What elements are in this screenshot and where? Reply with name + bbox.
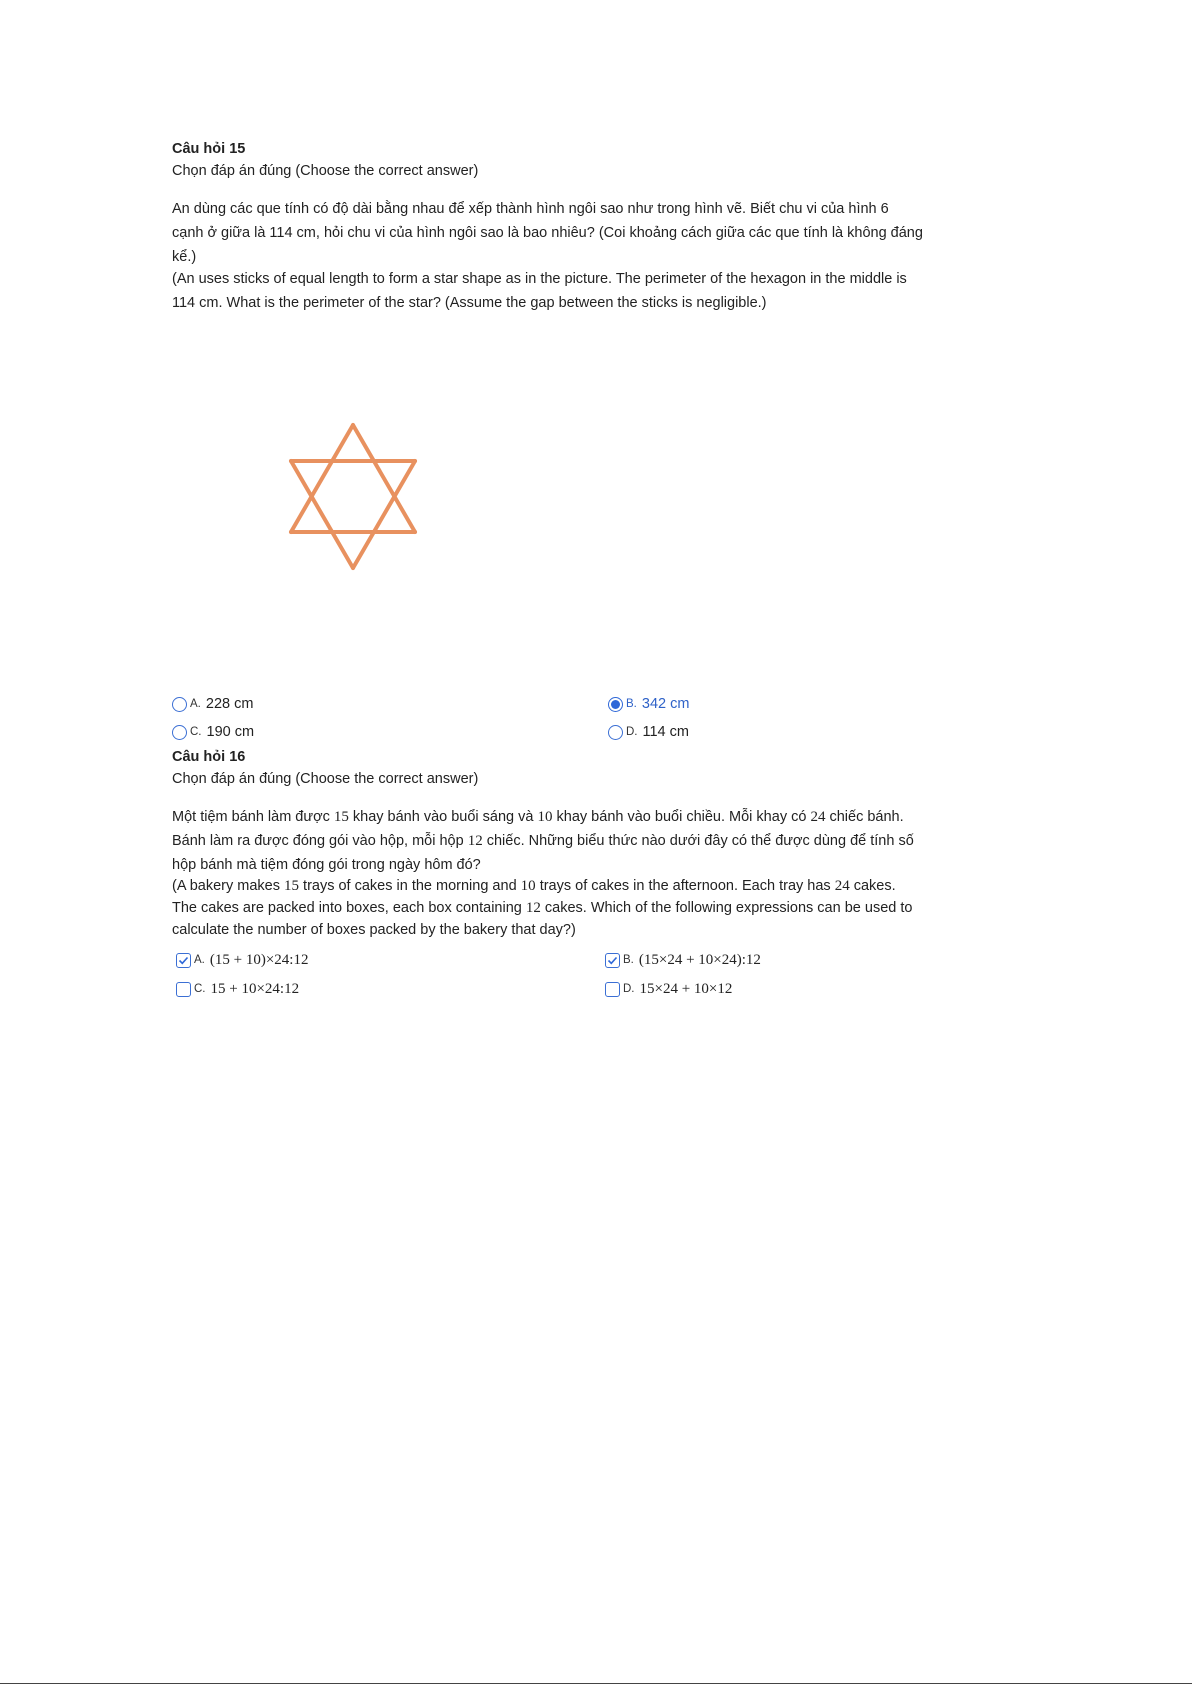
q16-en-line-1: (A bakery makes 15 trays of cakes in the morning and 10 trays of cakes in the afternoon. Each tray has 24 cakes. bbox=[172, 878, 896, 894]
option-text: 228 cm bbox=[205, 696, 254, 712]
q16-title: Câu hỏi 16 bbox=[172, 749, 246, 765]
q15-en-line-2: 114 cm. What is the perimeter of the star? (Assume the gap between the sticks is negligible.) bbox=[172, 295, 767, 311]
q16-subtitle: Chọn đáp án đúng (Choose the correct answer) bbox=[172, 771, 479, 787]
radio-button-selected[interactable] bbox=[608, 697, 623, 712]
q15-option-a[interactable] bbox=[172, 693, 253, 715]
option-letter: D. bbox=[623, 983, 635, 995]
checkbox[interactable] bbox=[605, 982, 620, 997]
option-text: (15 + 10)×24:12 bbox=[209, 951, 309, 968]
q16-question-en bbox=[172, 875, 1002, 941]
q16-en-line-3: calculate the number of boxes packed by the bakery that day?) bbox=[172, 922, 576, 938]
q15-question-en bbox=[172, 267, 1002, 315]
q16-option-d[interactable] bbox=[605, 978, 732, 1000]
q15-title: Câu hỏi 15 bbox=[172, 141, 246, 157]
q15-en-line-1: (An uses sticks of equal length to form a star shape as in the picture. The perimeter of the hexagon in the middle is bbox=[172, 271, 907, 287]
checkmark-icon bbox=[607, 955, 618, 966]
option-letter: D. bbox=[626, 726, 638, 738]
q15-vi-line-3: kể.) bbox=[172, 249, 197, 265]
option-letter: B. bbox=[623, 954, 634, 966]
option-letter: C. bbox=[190, 726, 202, 738]
option-text: 15 + 10×24:12 bbox=[210, 980, 300, 997]
checkbox-checked[interactable] bbox=[176, 953, 191, 968]
option-letter: A. bbox=[194, 954, 205, 966]
option-letter: B. bbox=[626, 698, 637, 710]
q16-en-line-2: The cakes are packed into boxes, each box containing 12 cakes. Which of the following expressions can be used to bbox=[172, 900, 913, 916]
checkmark-icon bbox=[178, 955, 189, 966]
radio-button[interactable] bbox=[172, 697, 187, 712]
star-of-sticks-image bbox=[280, 415, 430, 580]
q16-option-c[interactable] bbox=[176, 978, 299, 1000]
q16-vi-line-3: hộp bánh mà tiệm đóng gói trong ngày hôm đó? bbox=[172, 857, 481, 873]
radio-button[interactable] bbox=[172, 725, 187, 740]
checkbox-checked[interactable] bbox=[605, 953, 620, 968]
checkbox[interactable] bbox=[176, 982, 191, 997]
option-letter: A. bbox=[190, 698, 201, 710]
q16-vi-line-2: Bánh làm ra được đóng gói vào hộp, mỗi hộp 12 chiếc. Những biểu thức nào dưới đây có thể được dùng để tính số bbox=[172, 833, 914, 849]
q15-option-b[interactable] bbox=[608, 693, 689, 715]
option-text: 342 cm bbox=[641, 696, 690, 712]
q15-vi-line-2: cạnh ở giữa là 114 cm, hỏi chu vi của hình ngôi sao là bao nhiêu? (Coi khoảng cách giữa các que tính là không đáng bbox=[172, 225, 923, 241]
q16-option-b[interactable] bbox=[605, 949, 761, 971]
option-text: (15×24 + 10×24):12 bbox=[638, 951, 761, 968]
option-text: 114 cm bbox=[642, 724, 689, 740]
radio-button[interactable] bbox=[608, 725, 623, 740]
option-text: 190 cm bbox=[206, 724, 255, 740]
q15-option-c[interactable] bbox=[172, 721, 254, 743]
option-text: 15×24 + 10×12 bbox=[639, 980, 733, 997]
q16-question-vi bbox=[172, 805, 1002, 877]
q15-subtitle: Chọn đáp án đúng (Choose the correct answer) bbox=[172, 163, 479, 179]
option-letter: C. bbox=[194, 983, 206, 995]
q15-vi-line-1: An dùng các que tính có độ dài bằng nhau để xếp thành hình ngôi sao như trong hình vẽ. Biết chu vi của hình 6 bbox=[172, 201, 889, 217]
page-bottom-border bbox=[0, 1683, 1192, 1684]
q16-vi-line-1: Một tiệm bánh làm được 15 khay bánh vào buổi sáng và 10 khay bánh vào buổi chiều. Mỗi khay có 24 chiếc bánh. bbox=[172, 809, 904, 825]
q15-question-vi bbox=[172, 197, 1002, 269]
q16-option-a[interactable] bbox=[176, 949, 308, 971]
q15-option-d[interactable] bbox=[608, 721, 689, 743]
